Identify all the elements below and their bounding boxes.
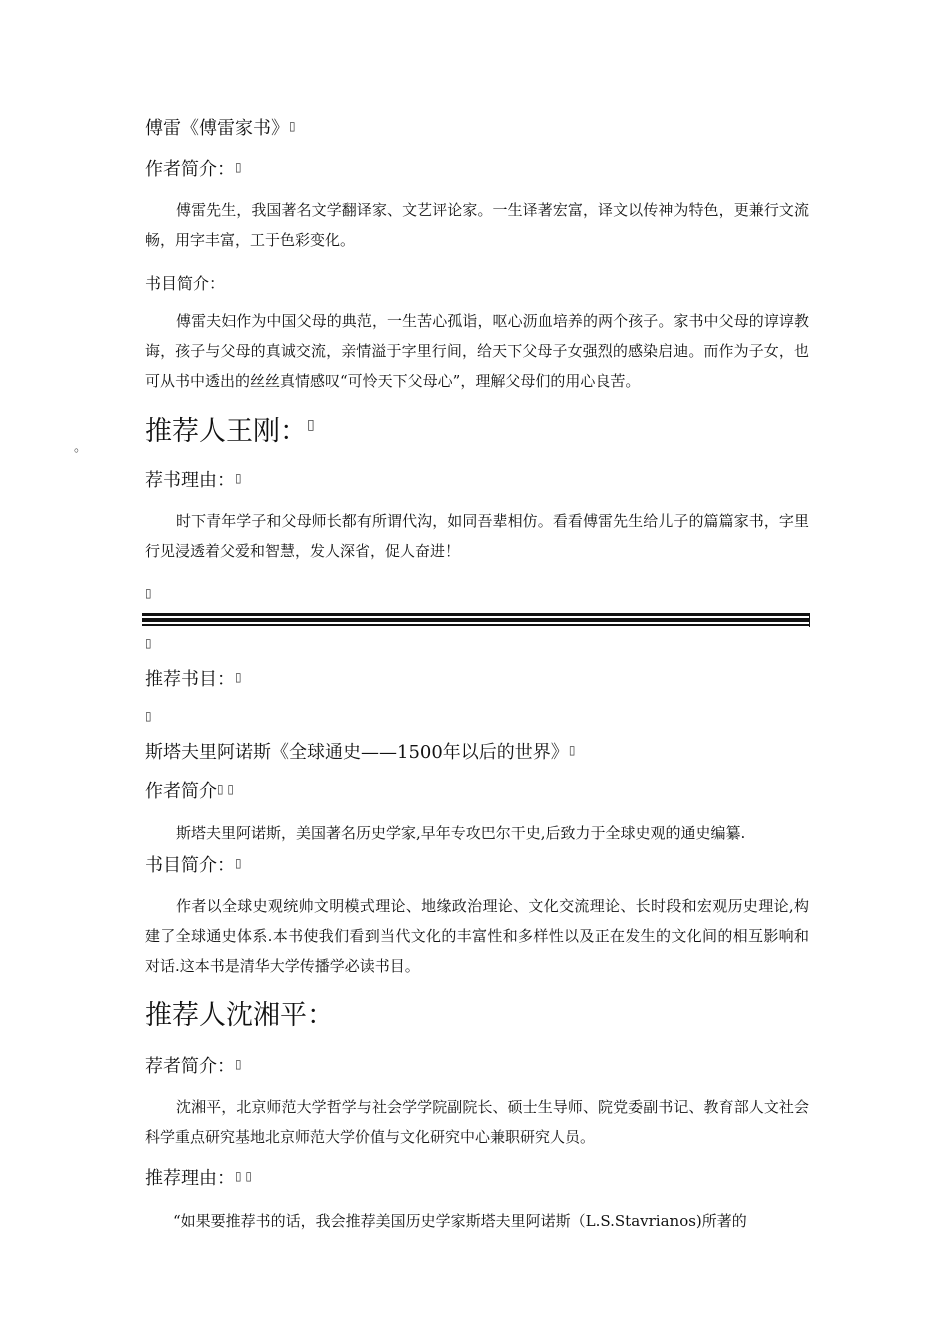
book-intro-paragraph: 傅雷夫妇作为中国父母的典范，一生苦心孤诣，呕心沥血培养的两个孩子。家书中父母的谆谆教诲，孩子与父母的真诚交流，亲情溢于字里行间，给天下父母子女强烈的感染启迪。而作为子女，也可从书中透出的丝丝真情感叹“可怜天下父母心”，理解父母们的用心良苦。 <box>145 312 809 390</box>
book-intro-paragraph-2: 作者以全球史观统帅文明模式理论、地缘政治理论、文化交流理论、长时段和宏观历史理论,构建了全球通史体系.本书使我们看到当代文化的丰富性和多样性以及正在发生的文化间的相互影响和对话.这本书是清华大学传播学必读书目。 <box>145 897 809 975</box>
book-title-2 <box>145 742 576 763</box>
recommender-intro-label <box>145 1056 242 1077</box>
recommender-intro-label-text: 荐者简介： <box>145 1056 235 1077</box>
placeholder-glyph-icon: ▯ <box>145 636 152 650</box>
placeholder-glyph-icon: ▯ <box>145 586 152 600</box>
book-intro-label: 书目简介： <box>145 274 226 293</box>
author-intro-label-2 <box>145 781 235 802</box>
recommender-intro-paragraph: 沈湘平，北京师范大学哲学与社会学学院副院长、硕士生导师、院党委副书记、教育部人文社会科学重点研究基地北京师范大学价值与文化研究中心兼职研究人员。 <box>145 1098 809 1146</box>
author-intro-label <box>145 159 242 180</box>
recommender-heading-text: 推荐人王刚： <box>145 416 307 447</box>
section-divider <box>142 613 810 627</box>
stray-period-mark: 。 <box>74 440 88 455</box>
placeholder-glyph-icon: ▯ ▯ <box>217 782 235 796</box>
reason-label <box>145 470 242 491</box>
reason-label-2-text: 推荐理由： <box>145 1168 235 1189</box>
placeholder-glyph-icon: ▯ <box>235 856 242 870</box>
recommended-books-label-text: 推荐书目： <box>145 669 235 690</box>
placeholder-glyph-icon: ▯ ▯ <box>235 1169 253 1183</box>
book-intro-label-2 <box>145 855 242 876</box>
recommended-books-label <box>145 669 242 690</box>
book-title-2-text: 斯塔夫里阿诺斯《全球通史——1500年以后的世界》 <box>145 742 569 763</box>
book-intro-label-2-text: 书目简介： <box>145 855 235 876</box>
reason-paragraph: 时下青年学子和父母师长都有所谓代沟，如同吾辈相仿。看看傅雷先生给儿子的篇篇家书，字里行见浸透着父爱和智慧，发人深省，促人奋进！ <box>145 512 809 560</box>
divider-end-mark <box>809 613 810 627</box>
author-intro-paragraph-2: 斯塔夫里阿诺斯，美国著名历史学家,早年专攻巴尔干史,后致力于全球史观的通史编纂. <box>176 824 746 842</box>
placeholder-glyph-icon: ▯ <box>235 471 242 485</box>
reason-label-text: 荐书理由： <box>145 470 235 491</box>
placeholder-glyph-icon: ▯ <box>145 709 152 723</box>
divider-line <box>142 624 810 626</box>
recommender-heading-2: 推荐人沈湘平： <box>145 1000 334 1031</box>
placeholder-glyph-icon: ▯ <box>289 119 296 133</box>
book-title <box>145 118 296 139</box>
author-intro-label-2-text: 作者简介 <box>145 781 217 802</box>
placeholder-glyph-icon: ▯ <box>235 1057 242 1071</box>
placeholder-glyph-icon: ▯ <box>235 670 242 684</box>
placeholder-glyph-icon: ▯ <box>307 417 315 433</box>
book-title-text: 傅雷《傅雷家书》 <box>145 118 289 139</box>
divider-line <box>142 618 810 622</box>
placeholder-glyph-icon: ▯ <box>235 160 242 174</box>
reason-label-2 <box>145 1168 253 1189</box>
author-intro-paragraph: 傅雷先生，我国著名文学翻译家、文艺评论家。一生译著宏富，译文以传神为特色，更兼行文流畅，用字丰富，工于色彩变化。 <box>145 201 809 249</box>
reason-paragraph-2: “如果要推荐书的话，我会推荐美国历史学家斯塔夫里阿诺斯（L.S.Stavrianos)所著的 <box>173 1212 747 1230</box>
placeholder-glyph-icon: ▯ <box>568 743 576 757</box>
recommender-heading <box>145 416 315 447</box>
author-intro-label-text: 作者简介： <box>145 159 235 180</box>
divider-line <box>142 613 810 616</box>
